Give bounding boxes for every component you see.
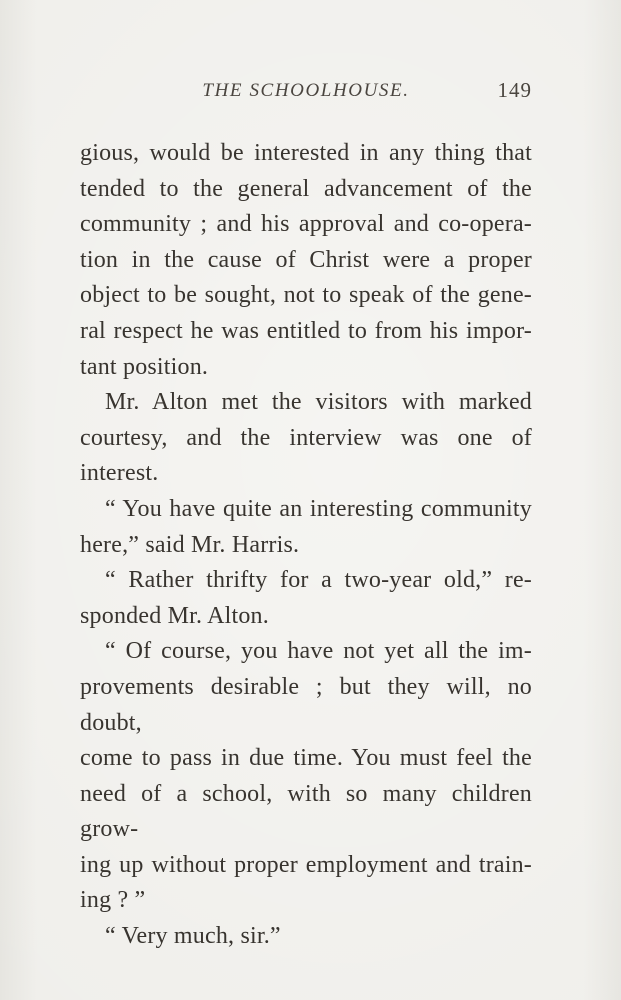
text-line: gious, would be interested in any thing that — [80, 140, 532, 166]
text-line: ing ? ” — [80, 887, 146, 914]
text-line: tion in the cause of Christ were a proper — [80, 246, 532, 273]
text-line: “ Of course, you have not yet all the im- — [105, 638, 532, 665]
text-line: ral respect he was entitled to from his impor- — [80, 317, 532, 344]
text-line: “ Very much, sir.” — [105, 923, 281, 950]
text-line: ing up without proper employment and train- — [80, 851, 532, 878]
text-line: interest. — [80, 460, 159, 487]
text-line: need of a school, with so many children grow- — [80, 780, 532, 843]
text-line: Mr. Alton met the visitors with marked — [105, 389, 532, 416]
text-line: “ Rather thrifty for a two-year old,” re- — [105, 567, 532, 594]
text-line: sponded Mr. Alton. — [80, 602, 269, 629]
text-line: courtesy, and the interview was one of — [80, 424, 532, 451]
text-line: here,” said Mr. Harris. — [80, 531, 300, 558]
text-line: “ You have quite an interesting community — [105, 495, 532, 522]
text-line: come to pass in due time. You must feel the — [80, 745, 532, 772]
running-header — [80, 80, 532, 108]
text-line: community ; and his approval and co-opera- — [80, 211, 532, 238]
text-line: provements desirable ; but they will, no doubt, — [80, 673, 532, 736]
body-text — [80, 136, 532, 955]
page-number: 149 — [497, 78, 532, 102]
text-line: tant position. — [80, 353, 209, 380]
text-line: tended to the general advancement of the — [80, 175, 532, 202]
running-header-title: THE SCHOOLHOUSE. — [202, 80, 410, 101]
text-line: object to be sought, not to speak of the gene- — [80, 282, 532, 309]
